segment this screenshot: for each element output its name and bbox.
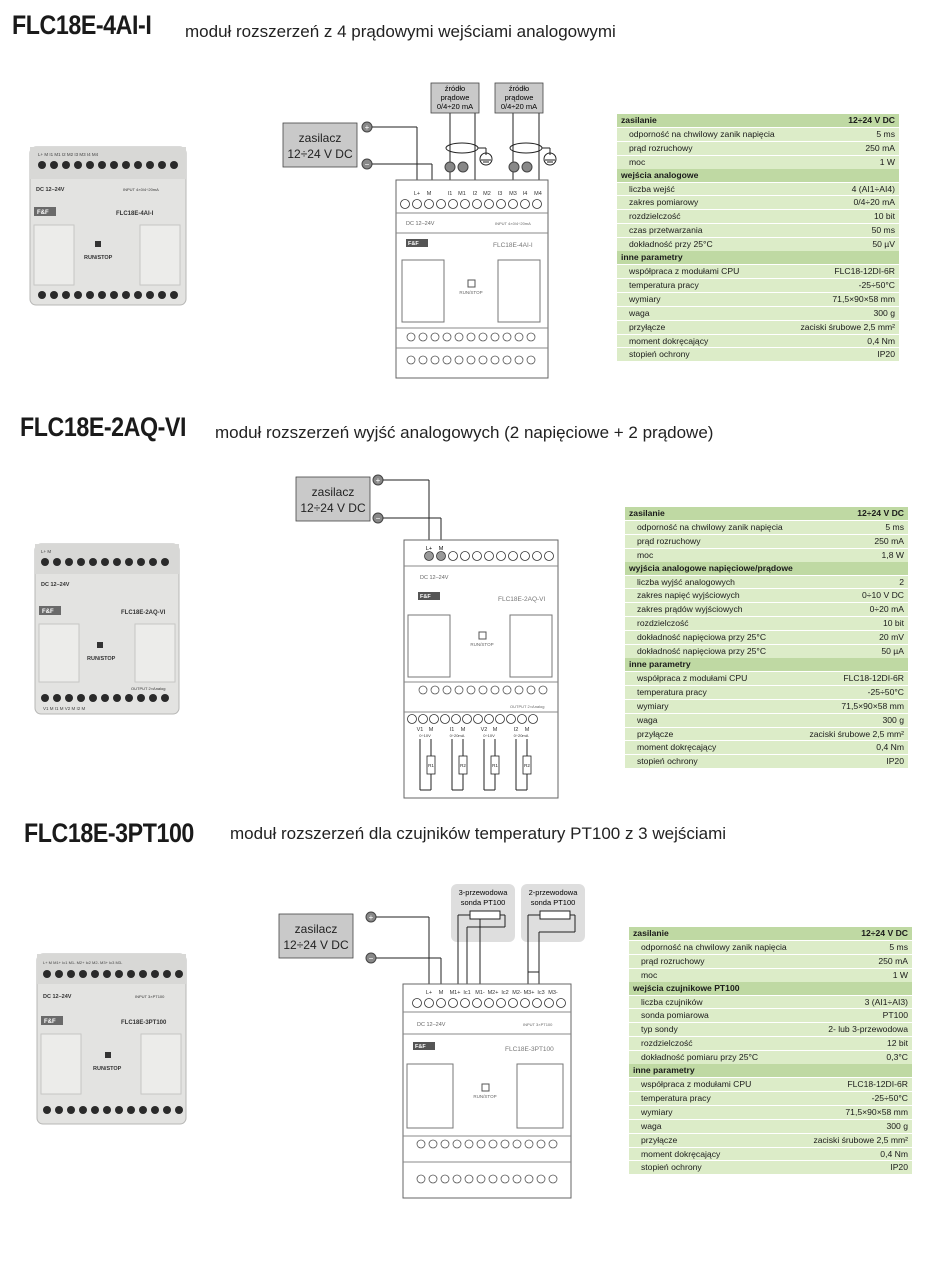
- spec-row: [629, 1023, 912, 1037]
- svg-text:RUN/STOP: RUN/STOP: [93, 1066, 122, 1072]
- spec-row: [617, 320, 899, 334]
- spec-value: zaciski śrubowe 2,5 mm²: [802, 727, 908, 741]
- spec-row: [625, 520, 908, 534]
- spec-value: IP20: [802, 1161, 912, 1174]
- section-title: FLC18E-2AQ-VI: [20, 412, 187, 442]
- svg-text:zasilacz: zasilacz: [294, 922, 338, 936]
- device-photo: [35, 950, 190, 1130]
- svg-text:M2+: M2+: [487, 990, 499, 996]
- ground-icon: [480, 153, 556, 165]
- spec-key: moc: [625, 548, 802, 561]
- svg-text:2-przewodowa: 2-przewodowa: [528, 888, 578, 897]
- spec-row: [625, 575, 908, 589]
- spec-row: [629, 1147, 912, 1161]
- spec-value: FLC18-12DI-6R: [802, 1077, 912, 1091]
- svg-text:prądowe: prądowe: [504, 93, 534, 102]
- spec-value: 71,5×90×58 mm: [802, 1105, 912, 1119]
- spec-key: moment dokręcający: [629, 1147, 802, 1161]
- spec-value: -25÷50°C: [790, 278, 899, 292]
- section-subtitle: moduł rozszerzeń wyjść analogowych (2 napięciowe + 2 prądowe): [215, 423, 714, 442]
- spec-group-header: [617, 251, 899, 264]
- svg-text:RUN/STOP: RUN/STOP: [459, 290, 483, 295]
- svg-text:FLC18E-3PT100: FLC18E-3PT100: [121, 1020, 167, 1026]
- spec-value: 71,5×90×58 mm: [802, 699, 908, 713]
- spec-key: prąd rozruchowy: [625, 534, 802, 548]
- spec-row: [629, 968, 912, 981]
- spec-key: rozdzielczość: [629, 1037, 802, 1051]
- section-title: FLC18E-3PT100: [24, 818, 194, 848]
- spec-row: [625, 534, 908, 548]
- spec-key: zasilanie: [629, 927, 802, 940]
- svg-text:Ic3: Ic3: [537, 990, 545, 996]
- spec-row: [625, 631, 908, 645]
- spec-value: 50 µA: [802, 645, 908, 658]
- spec-row: [625, 685, 908, 699]
- spec-key: odporność na chwilowy zanik napięcia: [625, 520, 802, 534]
- photo-power-label: DC 12–24V: [36, 187, 65, 193]
- svg-text:R2: R2: [524, 763, 530, 768]
- spec-key: przyłącze: [617, 320, 790, 334]
- photo-button-label: RUN/STOP: [84, 255, 113, 261]
- spec-row: [629, 1037, 912, 1051]
- spec-row: [625, 755, 908, 768]
- spec-row: [629, 1133, 912, 1147]
- spec-row: [617, 334, 899, 348]
- spec-key: stopień ochrony: [629, 1161, 802, 1174]
- svg-text:FLC18E-3PT100: FLC18E-3PT100: [505, 1046, 554, 1053]
- spec-row: [617, 292, 899, 306]
- section-title: FLC18E-4AI-I: [12, 10, 152, 40]
- spec-value: 12÷24 V DC: [790, 114, 899, 127]
- svg-text:DC 12–24V: DC 12–24V: [41, 582, 70, 588]
- spec-key: przyłącze: [625, 727, 802, 741]
- spec-row: [625, 727, 908, 741]
- spec-key: wymiary: [617, 292, 790, 306]
- svg-text:DC 12–24V: DC 12–24V: [417, 1022, 446, 1028]
- wiring-diagram: [280, 75, 610, 385]
- spec-group-header: [629, 1064, 912, 1077]
- spec-row: [617, 224, 899, 238]
- svg-text:M: M: [438, 546, 444, 552]
- pt100-sensor-icon: [470, 911, 500, 919]
- spec-key: dokładność pomiaru przy 25°C: [629, 1051, 802, 1064]
- spec-row: [617, 196, 899, 210]
- svg-text:DC 12–24V: DC 12–24V: [43, 994, 72, 1000]
- spec-value: 4 (AI1÷AI4): [790, 182, 899, 196]
- spec-key: zasilanie: [617, 114, 790, 127]
- spec-row: [629, 940, 912, 954]
- svg-text:−: −: [364, 160, 370, 169]
- svg-text:FLC18E-4AI-I: FLC18E-4AI-I: [493, 242, 533, 249]
- spec-key: moment dokręcający: [625, 741, 802, 755]
- spec-value: 10 bit: [790, 210, 899, 224]
- spec-value: 250 mA: [802, 534, 908, 548]
- spec-group-header: [625, 507, 908, 520]
- spec-key: współpraca z modułami CPU: [617, 264, 790, 278]
- svg-text:+: +: [375, 476, 381, 485]
- spec-key: prąd rozruchowy: [617, 141, 790, 155]
- spec-row: [629, 1077, 912, 1091]
- spec-row: [629, 1051, 912, 1064]
- supply-label-line1: zasilacz: [298, 131, 342, 145]
- spec-row: [625, 713, 908, 727]
- spec-value: 1,8 W: [802, 548, 908, 561]
- svg-text:12÷24 V DC: 12÷24 V DC: [300, 501, 366, 515]
- spec-key: odporność na chwilowy zanik napięcia: [629, 940, 802, 954]
- svg-text:L+ M M1+ Ic1 M1- M2+ Ic2 M2: L+ M M1+ Ic1 M1- M2+ Ic2 M2- M3+ Ic3 M3-: [43, 960, 123, 965]
- svg-text:L+: L+: [425, 990, 433, 996]
- spec-row: [617, 306, 899, 320]
- spec-key: moc: [629, 968, 802, 981]
- svg-text:I1: I1: [449, 727, 455, 733]
- spec-row: [629, 1105, 912, 1119]
- svg-text:M1+: M1+: [449, 990, 461, 996]
- svg-text:R2: R2: [460, 763, 466, 768]
- spec-key: dokładność przy 25°C: [617, 238, 790, 251]
- svg-text:RUN/STOP: RUN/STOP: [87, 656, 116, 662]
- spec-group-header: [617, 114, 899, 127]
- device-photo: [33, 540, 183, 720]
- spec-value: 250 mA: [790, 141, 899, 155]
- spec-value: IP20: [802, 755, 908, 768]
- svg-text:F&F: F&F: [408, 241, 419, 247]
- svg-text:DC 12–24V: DC 12–24V: [420, 575, 449, 581]
- spec-value: 0,4 Nm: [802, 1147, 912, 1161]
- spec-value: 2: [802, 575, 908, 589]
- svg-text:L+: L+: [413, 191, 421, 197]
- svg-text:M: M: [426, 191, 432, 197]
- spec-key: przyłącze: [629, 1133, 802, 1147]
- spec-key: inne parametry: [617, 251, 790, 264]
- wiring-diagram: [275, 882, 595, 1282]
- svg-text:0÷20mA: 0÷20mA: [449, 733, 465, 738]
- spec-value: [802, 562, 908, 575]
- spec-key: stopień ochrony: [617, 348, 790, 361]
- spec-row: [625, 699, 908, 713]
- svg-text:M2-: M2-: [512, 990, 522, 996]
- spec-value: FLC18-12DI-6R: [802, 671, 908, 685]
- spec-row: [617, 182, 899, 196]
- device-photo: [28, 143, 188, 313]
- spec-row: [629, 1091, 912, 1105]
- spec-key: temperatura pracy: [625, 685, 802, 699]
- photo-brand-logo: F&F: [44, 1019, 56, 1025]
- svg-text:M1: M1: [458, 191, 466, 197]
- section-2aq: [0, 400, 925, 810]
- svg-text:M1-: M1-: [475, 990, 485, 996]
- spec-key: zasilanie: [625, 507, 802, 520]
- spec-row: [625, 617, 908, 631]
- spec-value: 71,5×90×58 mm: [790, 292, 899, 306]
- svg-text:OUTPUT 2×Analog: OUTPUT 2×Analog: [131, 686, 166, 691]
- spec-key: liczba wyjść analogowych: [625, 575, 802, 589]
- spec-row: [625, 548, 908, 561]
- photo-device-label: FLC18E-4AI-I: [116, 211, 154, 217]
- svg-text:12÷24 V DC: 12÷24 V DC: [283, 938, 349, 952]
- spec-key: odporność na chwilowy zanik napięcia: [617, 127, 790, 141]
- spec-value: 5 ms: [802, 940, 912, 954]
- spec-value: 12÷24 V DC: [802, 927, 912, 940]
- spec-value: 300 g: [790, 306, 899, 320]
- pt100-sensor-icon: [540, 911, 570, 919]
- spec-value: -25÷50°C: [802, 1091, 912, 1105]
- svg-text:M: M: [438, 990, 444, 996]
- spec-value: 0/4÷20 mA: [790, 196, 899, 210]
- spec-group-header: [629, 982, 912, 995]
- spec-value: 12÷24 V DC: [802, 507, 908, 520]
- svg-text:+: +: [364, 123, 370, 132]
- spec-key: liczba czujników: [629, 995, 802, 1009]
- spec-group-header: [625, 562, 908, 575]
- spec-row: [625, 603, 908, 617]
- spec-row: [629, 1009, 912, 1023]
- spec-value: [802, 982, 912, 995]
- svg-text:M3: M3: [509, 191, 517, 197]
- spec-value: 300 g: [802, 1119, 912, 1133]
- spec-value: [802, 658, 908, 671]
- svg-text:źródło: źródło: [508, 84, 530, 93]
- spec-group-header: [617, 169, 899, 182]
- spec-key: wymiary: [625, 699, 802, 713]
- spec-value: PT100: [802, 1009, 912, 1023]
- svg-text:I1: I1: [447, 191, 453, 197]
- spec-value: 1 W: [802, 968, 912, 981]
- svg-text:zasilacz: zasilacz: [311, 485, 355, 499]
- svg-text:Ic1: Ic1: [463, 990, 471, 996]
- spec-group-header: [625, 658, 908, 671]
- spec-row: [629, 995, 912, 1009]
- spec-table: [617, 114, 899, 361]
- svg-text:−: −: [368, 954, 374, 963]
- svg-text:RUN/STOP: RUN/STOP: [473, 1094, 497, 1099]
- spec-key: moc: [617, 155, 790, 168]
- spec-key: czas przetwarzania: [617, 224, 790, 238]
- svg-text:OUTPUT 2×Analog: OUTPUT 2×Analog: [510, 704, 545, 709]
- spec-row: [629, 1161, 912, 1174]
- spec-value: 0÷20 mA: [802, 603, 908, 617]
- spec-key: inne parametry: [629, 1064, 802, 1077]
- svg-text:0÷20mA: 0÷20mA: [513, 733, 529, 738]
- spec-value: zaciski śrubowe 2,5 mm²: [790, 320, 899, 334]
- svg-text:M3-: M3-: [548, 990, 558, 996]
- svg-text:F&F: F&F: [415, 1044, 426, 1050]
- spec-key: temperatura pracy: [629, 1091, 802, 1105]
- spec-key: stopień ochrony: [625, 755, 802, 768]
- spec-value: 2- lub 3-przewodowa: [802, 1023, 912, 1037]
- spec-value: [790, 169, 899, 182]
- spec-value: [790, 251, 899, 264]
- spec-row: [617, 210, 899, 224]
- photo-brand-logo: F&F: [42, 609, 54, 615]
- spec-key: wejścia czujnikowe PT100: [629, 982, 802, 995]
- spec-value: -25÷50°C: [802, 685, 908, 699]
- spec-value: 20 mV: [802, 631, 908, 645]
- spec-row: [625, 645, 908, 658]
- spec-row: [617, 238, 899, 251]
- spec-key: rozdzielczość: [617, 210, 790, 224]
- spec-row: [617, 141, 899, 155]
- spec-key: inne parametry: [625, 658, 802, 671]
- svg-text:sonda PT100: sonda PT100: [530, 898, 576, 907]
- spec-key: wejścia analogowe: [617, 169, 790, 182]
- spec-key: sonda pomiarowa: [629, 1009, 802, 1023]
- spec-value: 0,4 Nm: [802, 741, 908, 755]
- spec-value: 0÷10 V DC: [802, 589, 908, 603]
- spec-row: [625, 589, 908, 603]
- svg-text:I3: I3: [497, 191, 503, 197]
- svg-text:L+: L+: [425, 546, 433, 552]
- spec-row: [629, 954, 912, 968]
- spec-value: zaciski śrubowe 2,5 mm²: [802, 1133, 912, 1147]
- svg-text:M3+: M3+: [523, 990, 535, 996]
- svg-text:I4: I4: [522, 191, 528, 197]
- section-3pt100: [0, 810, 925, 1215]
- spec-value: [802, 1064, 912, 1077]
- svg-text:0÷10V: 0÷10V: [483, 733, 495, 738]
- spec-value: 1 W: [790, 155, 899, 168]
- spec-key: współpraca z modułami CPU: [629, 1077, 802, 1091]
- spec-row: [629, 1119, 912, 1133]
- spec-key: waga: [625, 713, 802, 727]
- spec-key: waga: [617, 306, 790, 320]
- svg-text:Ic2: Ic2: [501, 990, 509, 996]
- spec-key: dokładność napięciowa przy 25°C: [625, 631, 802, 645]
- spec-key: liczba wejść: [617, 182, 790, 196]
- spec-key: typ sondy: [629, 1023, 802, 1037]
- spec-group-header: [629, 927, 912, 940]
- spec-key: zakres napięć wyjściowych: [625, 589, 802, 603]
- spec-value: FLC18-12DI-6R: [790, 264, 899, 278]
- spec-key: współpraca z modułami CPU: [625, 671, 802, 685]
- spec-value: 5 ms: [802, 520, 908, 534]
- spec-row: [617, 348, 899, 361]
- photo-io-label: INPUT 4×0/4÷20mA: [123, 187, 159, 192]
- spec-value: 0,4 Nm: [790, 334, 899, 348]
- spec-row: [617, 155, 899, 168]
- spec-value: 50 µV: [790, 238, 899, 251]
- svg-text:prądowe: prądowe: [440, 93, 470, 102]
- spec-key: wyjścia analogowe napięciowe/prądowe: [625, 562, 802, 575]
- svg-text:0÷10V: 0÷10V: [419, 733, 431, 738]
- spec-key: zakres pomiarowy: [617, 196, 790, 210]
- svg-text:M: M: [428, 727, 434, 733]
- svg-text:R1: R1: [428, 763, 434, 768]
- svg-text:I2: I2: [513, 727, 519, 733]
- svg-text:DC 12–24V: DC 12–24V: [406, 221, 435, 227]
- spec-row: [617, 278, 899, 292]
- svg-text:V1 M I1 M V2 M I2: V1 M I1 M V2 M I2 M: [43, 706, 86, 711]
- svg-text:V2: V2: [480, 727, 488, 733]
- spec-value: 10 bit: [802, 617, 908, 631]
- svg-text:I2: I2: [472, 191, 478, 197]
- svg-text:+: +: [368, 913, 374, 922]
- svg-text:F&F: F&F: [420, 594, 431, 600]
- svg-text:M2: M2: [483, 191, 491, 197]
- svg-text:FLC18E-2AQ-VI: FLC18E-2AQ-VI: [121, 610, 166, 616]
- spec-value: 3 (AI1÷AI3): [802, 995, 912, 1009]
- svg-text:źródło: źródło: [444, 84, 466, 93]
- svg-text:M4: M4: [534, 191, 542, 197]
- spec-value: 250 mA: [802, 954, 912, 968]
- svg-text:V1: V1: [416, 727, 424, 733]
- photo-brand-logo: F&F: [37, 210, 49, 216]
- svg-text:M: M: [524, 727, 530, 733]
- spec-key: zakres prądów wyjściowych: [625, 603, 802, 617]
- spec-table: [629, 927, 912, 1174]
- svg-text:0/4÷20 mA: 0/4÷20 mA: [436, 102, 474, 111]
- spec-row: [625, 671, 908, 685]
- spec-value: 0,3°C: [802, 1051, 912, 1064]
- spec-key: rozdzielczość: [625, 617, 802, 631]
- spec-value: 300 g: [802, 713, 908, 727]
- spec-key: dokładność napięciowa przy 25°C: [625, 645, 802, 658]
- spec-row: [617, 264, 899, 278]
- svg-text:M: M: [492, 727, 498, 733]
- spec-row: [617, 127, 899, 141]
- svg-text:INPUT 3×PT100: INPUT 3×PT100: [523, 1022, 553, 1027]
- svg-text:M: M: [460, 727, 466, 733]
- svg-text:sonda PT100: sonda PT100: [460, 898, 506, 907]
- section-subtitle: moduł rozszerzeń z 4 prądowymi wejściami analogowymi: [185, 22, 616, 41]
- photo-terminals: L+ M I1 M1 I2 M2 I3 M3 I4 M4: [38, 152, 99, 157]
- section-subtitle: moduł rozszerzeń dla czujników temperatury PT100 z 3 wejściami: [230, 824, 727, 843]
- section-4ai: [0, 0, 925, 400]
- spec-key: temperatura pracy: [617, 278, 790, 292]
- spec-key: prąd rozruchowy: [629, 954, 802, 968]
- spec-key: moment dokręcający: [617, 334, 790, 348]
- svg-text:3-przewodowa: 3-przewodowa: [458, 888, 508, 897]
- spec-row: [625, 741, 908, 755]
- spec-value: 5 ms: [790, 127, 899, 141]
- svg-text:INPUT 4×0/4÷20mA: INPUT 4×0/4÷20mA: [495, 221, 531, 226]
- spec-value: IP20: [790, 348, 899, 361]
- svg-text:R1: R1: [492, 763, 498, 768]
- svg-text:−: −: [375, 514, 381, 523]
- spec-key: waga: [629, 1119, 802, 1133]
- spec-table: [625, 507, 908, 768]
- svg-text:INPUT 3×PT100: INPUT 3×PT100: [135, 994, 165, 999]
- spec-value: 50 ms: [790, 224, 899, 238]
- svg-text:L+ M: L+ M: [41, 549, 52, 554]
- spec-key: wymiary: [629, 1105, 802, 1119]
- svg-text:RUN/STOP: RUN/STOP: [470, 642, 494, 647]
- svg-text:FLC18E-2AQ-VI: FLC18E-2AQ-VI: [498, 596, 546, 603]
- spec-value: 12 bit: [802, 1037, 912, 1051]
- supply-label-line2: 12÷24 V DC: [287, 147, 353, 161]
- svg-text:0/4÷20 mA: 0/4÷20 mA: [500, 102, 538, 111]
